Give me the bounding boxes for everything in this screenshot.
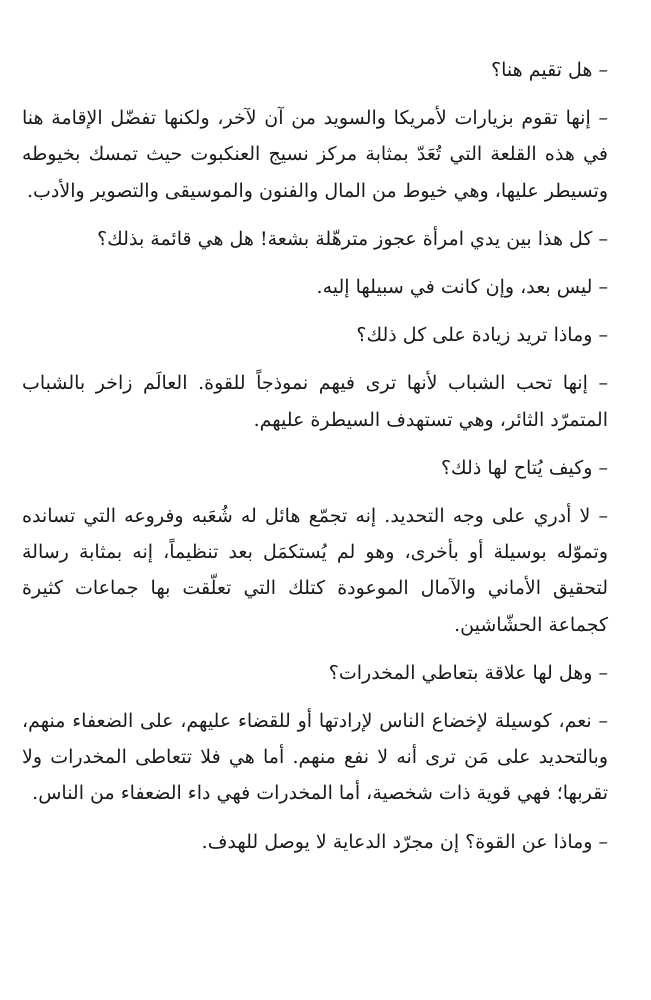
dialogue-line-7: – وكيف يُتاح لها ذلك؟ [440,456,608,479]
dialogue-line-6: – إنها تحب الشباب لأنها ترى فيهم نموذجاً للقوة. العالَم زاخر بالشباب المتمرّد الثائر، وهي تستهدف السيطرة عليهم. [22,372,608,431]
dialogue-line-2: – إنها تقوم بزيارات لأمريكا والسويد من آن لآخر، ولكنها تفضّل الإقامة هنا في هذه القلعة التي تُعَدّ بمثابة مركز نسيج العنكبوت حيث تمسك بخيوطه وتسيطر عليها، وهي خيوط من المال والفنون والموسيقى والتصوير والأدب. [22,107,608,202]
dialogue-line-3: – كل هذا بين يدي امرأة عجوز مترهّلة بشعة! هل هي قائمة بذلك؟ [97,227,608,250]
dialogue-line-4: – ليس بعد، وإن كانت في سبيلها إليه. [316,276,608,299]
dialogue-line-5: – وماذا تريد زيادة على كل ذلك؟ [356,324,608,347]
dialogue-line-11: – وماذا عن القوة؟ إن مجرّد الدعاية لا يوصل للهدف. [201,830,608,853]
book-page [22,52,630,872]
dialogue-line-9: – وهل لها علاقة بتعاطي المخدرات؟ [328,661,608,684]
dialogue-line-1: – هل تقيم هنا؟ [491,59,608,81]
dialogue-line-10: – نعم، كوسيلة لإخضاع الناس لإرادتها أو للقضاء عليهم، على الضعفاء منهم، وبالتحديد على مَن ترى أنه لا نفع منهم. أما هي فلا تتعاطى المخدرات ولا تقربها؛ فهي قوية ذات شخصية، أما المخدرات فهي داء الضعفاء من الناس. [22,710,608,805]
dialogue-line-8: – لا أدري على وجه التحديد. إنه تجمّع هائل له شُعَبه وفروعه التي تسانده وتموّله بوسيلة أو بأخرى، وهو لم يُستكمَل بعد تنظيماً، إنه بمثابة رسالة لتحقيق الأماني والآمال الموعودة كتلك التي تعلّقت بها جماعات كثيرة كجماعة الحشّاشين. [22,505,608,636]
